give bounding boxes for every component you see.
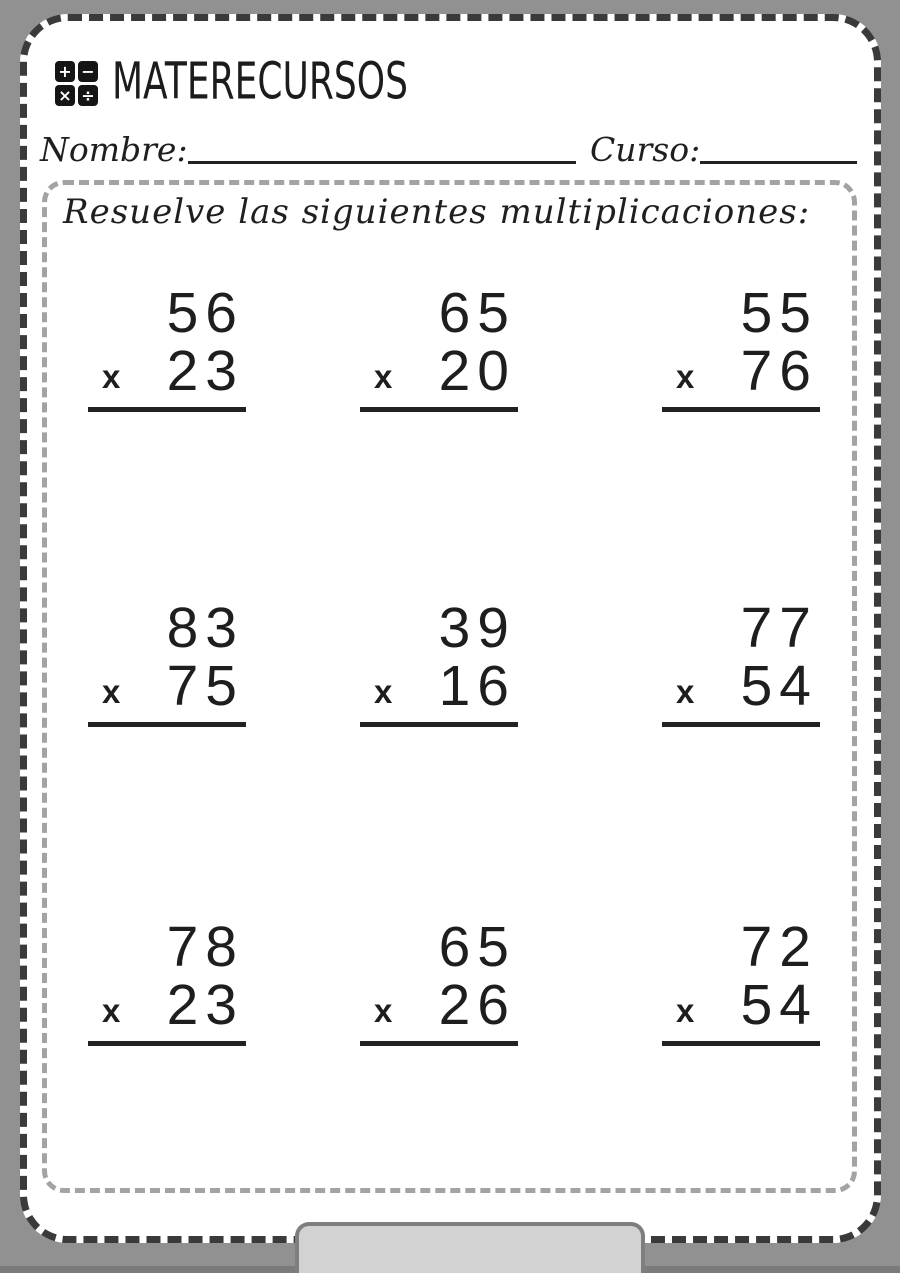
multiply-sign: x bbox=[676, 992, 695, 1029]
problem-5 bbox=[360, 596, 518, 727]
multiply-sign: x bbox=[676, 358, 695, 395]
calculator-logo-icon bbox=[55, 61, 99, 107]
multiplicand: 83 bbox=[166, 596, 244, 660]
problem-7 bbox=[88, 915, 246, 1046]
multiplier: 54 bbox=[740, 654, 818, 718]
answer-line bbox=[360, 407, 518, 412]
divide-icon: ÷ bbox=[78, 85, 98, 106]
answer-line bbox=[360, 1041, 518, 1046]
multiplicand: 72 bbox=[740, 915, 818, 979]
multiplier: 20 bbox=[438, 339, 516, 403]
answer-line bbox=[662, 1041, 820, 1046]
multiply-sign: x bbox=[374, 992, 393, 1029]
multiplier: 26 bbox=[438, 973, 516, 1037]
multiply-icon: × bbox=[55, 85, 75, 106]
minus-icon: − bbox=[78, 61, 98, 82]
multiplier: 76 bbox=[740, 339, 818, 403]
multiplier: 75 bbox=[166, 654, 244, 718]
answer-line bbox=[360, 722, 518, 727]
course-label: Curso: bbox=[590, 130, 701, 169]
multiplicand: 65 bbox=[438, 915, 516, 979]
problem-6 bbox=[662, 596, 820, 727]
name-blank-line bbox=[188, 161, 576, 164]
multiply-sign: x bbox=[676, 673, 695, 710]
multiplier: 16 bbox=[438, 654, 516, 718]
multiply-sign: x bbox=[102, 358, 121, 395]
problem-1 bbox=[88, 281, 246, 412]
problem-3 bbox=[662, 281, 820, 412]
answer-line bbox=[88, 407, 246, 412]
multiply-sign: x bbox=[102, 992, 121, 1029]
multiply-sign: x bbox=[374, 673, 393, 710]
multiplicand: 39 bbox=[438, 596, 516, 660]
answer-line bbox=[662, 407, 820, 412]
course-blank-line bbox=[700, 161, 857, 164]
multiplier: 23 bbox=[166, 973, 244, 1037]
multiplicand: 56 bbox=[166, 281, 244, 345]
bottom-overlay-tab[interactable] bbox=[295, 1222, 645, 1273]
instruction-text: Resuelve las siguientes multiplicaciones: bbox=[63, 192, 811, 232]
problem-8 bbox=[360, 915, 518, 1046]
multiplicand: 55 bbox=[740, 281, 818, 345]
brand-title: MATERECURSOS bbox=[112, 53, 408, 112]
multiply-sign: x bbox=[374, 358, 393, 395]
multiplier: 54 bbox=[740, 973, 818, 1037]
multiplicand: 78 bbox=[166, 915, 244, 979]
problem-2 bbox=[360, 281, 518, 412]
answer-line bbox=[88, 1041, 246, 1046]
answer-line bbox=[88, 722, 246, 727]
multiplier: 23 bbox=[166, 339, 244, 403]
multiplicand: 65 bbox=[438, 281, 516, 345]
multiplicand: 77 bbox=[740, 596, 818, 660]
answer-line bbox=[662, 722, 820, 727]
problem-4 bbox=[88, 596, 246, 727]
name-label: Nombre: bbox=[40, 130, 188, 169]
plus-icon: + bbox=[55, 61, 75, 82]
multiply-sign: x bbox=[102, 673, 121, 710]
problem-9 bbox=[662, 915, 820, 1046]
